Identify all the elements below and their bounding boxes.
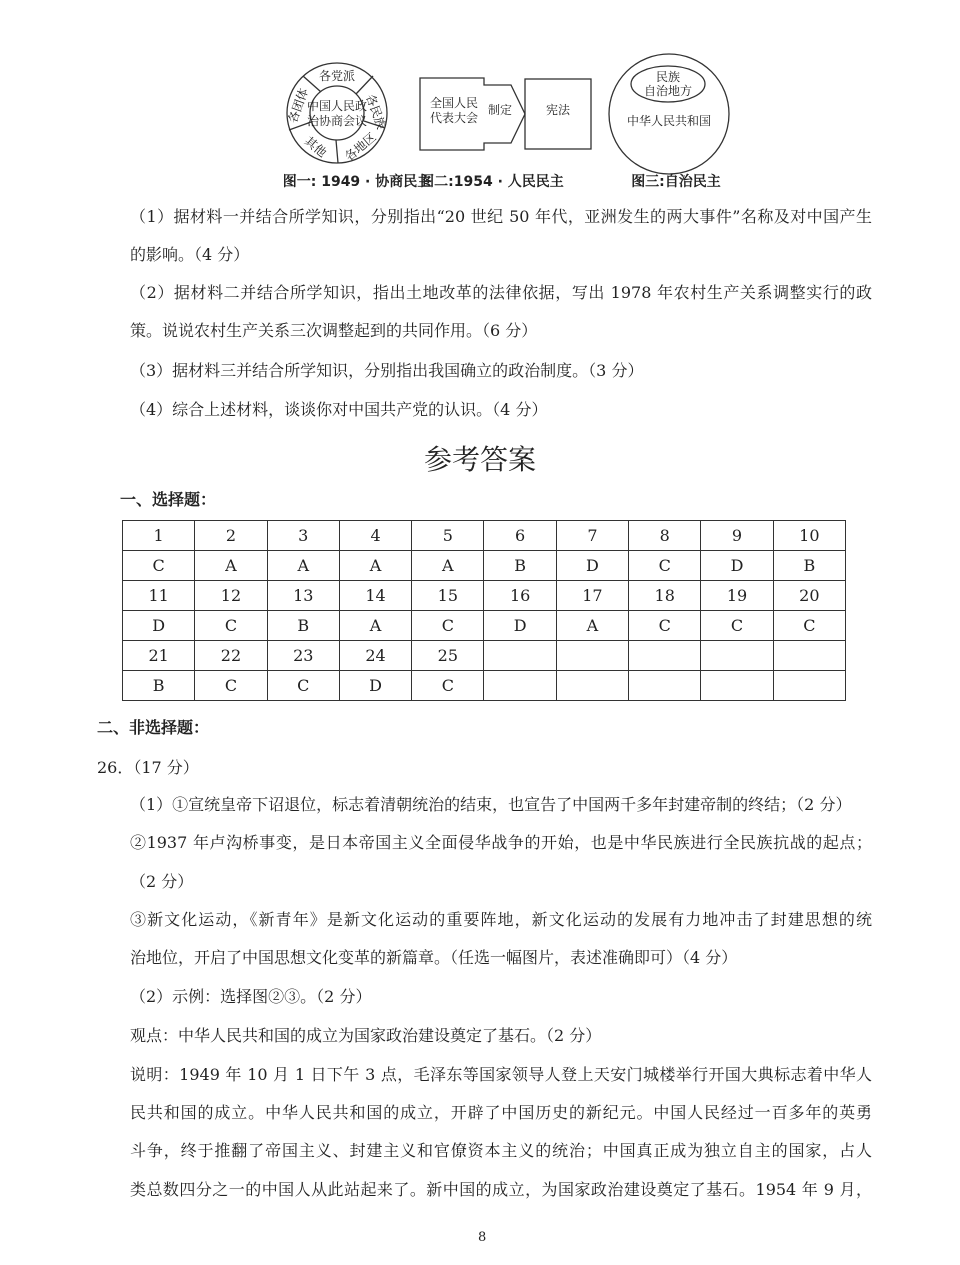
table-cell: B (123, 671, 195, 701)
table-cell: 8 (629, 521, 701, 551)
section-heading: 一、选择题： (120, 490, 217, 509)
table-row (123, 551, 846, 581)
table-cell (701, 671, 773, 701)
answer-title: 参考答案 (423, 443, 536, 476)
table-cell: A (339, 551, 411, 581)
answer-line: 治地位，开启了中国思想文化变革的新篇章。（任选一幅图片，表述准确即可）（4 分） (130, 948, 738, 967)
table-cell: 2 (195, 521, 267, 551)
answer-line: 观点：中华人民共和国的成立为国家政治建设奠定了基石。（2 分） (130, 1026, 602, 1045)
table-cell (701, 641, 773, 671)
table-cell: C (629, 551, 701, 581)
table-cell: D (701, 551, 773, 581)
fig2-npc: 全国人民代表大会 (429, 96, 479, 125)
table-cell: 12 (195, 581, 267, 611)
answer-line: 类总数四分之一的中国人从此站起来了。新中国的成立，为国家政治建设奠定了基石。1954 年 9 月， (130, 1180, 872, 1199)
table-cell: 10 (773, 521, 845, 551)
table-row (123, 641, 846, 671)
table-cell: A (267, 551, 339, 581)
table-cell: C (412, 611, 484, 641)
answer-line: 说明：1949 年 10 月 1 日下午 3 点，毛泽东等国家领导人登上天安门城楼举行开国大典标志着中华人 (130, 1065, 872, 1084)
table-cell: D (556, 551, 628, 581)
table-cell: C (195, 611, 267, 641)
table-cell: 23 (267, 641, 339, 671)
question-line: （4）综合上述材料，谈谈你对中国共产党的认识。（4 分） (130, 400, 548, 419)
table-cell (629, 641, 701, 671)
table-cell: C (629, 611, 701, 641)
fig3-outer: 中华人民共和国 (626, 114, 712, 128)
table-cell: D (123, 611, 195, 641)
table-cell: B (484, 551, 556, 581)
fig1-segment: 各民族 (363, 92, 389, 131)
fig1-caption: 图一: 1949 · 协商民主 (282, 174, 432, 190)
table-row (123, 671, 846, 701)
table-cell (629, 671, 701, 701)
answer-line: ②1937 年卢沟桥事变，是日本帝国主义全面侵华战争的开始，也是中华民族进行全民族抗战的起点； (130, 833, 872, 852)
table-cell: C (267, 671, 339, 701)
table-cell (556, 641, 628, 671)
table-cell: 9 (701, 521, 773, 551)
table-cell (773, 641, 845, 671)
fig3-inner: 民族自治地方 (643, 70, 693, 98)
table-cell: C (195, 671, 267, 701)
table-cell: 18 (629, 581, 701, 611)
diagram-figures (0, 0, 960, 200)
table-cell: 5 (412, 521, 484, 551)
table-cell: 22 (195, 641, 267, 671)
table-cell (773, 671, 845, 701)
table-cell: C (701, 611, 773, 641)
table-cell: 25 (412, 641, 484, 671)
fig2-constitution: 宪法 (545, 103, 571, 117)
fig3-caption: 图三:自治民主 (631, 174, 721, 190)
table-row (123, 521, 846, 551)
table-cell: D (484, 611, 556, 641)
table-cell: 6 (484, 521, 556, 551)
answer-line: 斗争，终于推翻了帝国主义、封建主义和官僚资本主义的统治；中国真正成为独立自主的国家，占人 (130, 1141, 872, 1160)
table-cell: 16 (484, 581, 556, 611)
section-heading: 二、非选择题： (97, 718, 210, 737)
table-cell (556, 671, 628, 701)
table-cell: C (773, 611, 845, 641)
table-cell: B (773, 551, 845, 581)
question-line: 策。说说农村生产关系三次调整起到的共同作用。（6 分） (130, 321, 538, 340)
question-number: 26．（17 分） (97, 758, 199, 777)
fig1-segment: 各党派 (318, 69, 356, 83)
table-cell: C (412, 671, 484, 701)
answer-line: 民共和国的成立。中华人民共和国的成立，开辟了中国历史的新纪元。中国人民经过一百多年的英勇 (130, 1103, 872, 1122)
table-cell: A (556, 611, 628, 641)
table-cell: 11 (123, 581, 195, 611)
table-cell: 4 (339, 521, 411, 551)
fig2-caption: 图二:1954 · 人民民主 (420, 174, 564, 190)
table-cell: 3 (267, 521, 339, 551)
table-cell: D (339, 671, 411, 701)
table-cell: 14 (339, 581, 411, 611)
table-cell: 19 (701, 581, 773, 611)
table-cell: A (412, 551, 484, 581)
answer-line: （2 分） (130, 872, 194, 891)
table-row (123, 581, 846, 611)
table-cell: A (195, 551, 267, 581)
fig1-segment: 其他 (301, 133, 330, 161)
answer-line: （2）示例：选择图②③。（2 分） (130, 987, 372, 1006)
fig2-arrow-label: 制定 (487, 103, 513, 117)
fig1-segment: 各团体 (285, 86, 311, 125)
table-cell: C (123, 551, 195, 581)
question-line: 的影响。（4 分） (130, 245, 250, 264)
question-line: （2）据材料二并结合所学知识，指出土地改革的法律依据，写出 1978 年农村生产关系调整实行的政 (130, 283, 872, 302)
table-cell: 7 (556, 521, 628, 551)
table-cell: 21 (123, 641, 195, 671)
answer-line: （1）①宣统皇帝下诏退位，标志着清朝统治的结束，也宣告了中国两千多年封建帝制的终结；（2 分） (130, 795, 852, 814)
table-cell: 13 (267, 581, 339, 611)
answer-table (122, 520, 846, 701)
table-cell: A (339, 611, 411, 641)
table-cell: 15 (412, 581, 484, 611)
table-cell: B (267, 611, 339, 641)
answer-line: ③新文化运动，《新青年》是新文化运动的重要阵地，新文化运动的发展有力地冲击了封建思想的统 (130, 910, 872, 929)
table-cell: 1 (123, 521, 195, 551)
fig1-center: 中国人民政治协商会议 (306, 99, 368, 128)
table-cell: 17 (556, 581, 628, 611)
table-cell (484, 671, 556, 701)
table-cell: 24 (339, 641, 411, 671)
table-cell: 20 (773, 581, 845, 611)
fig1-segment: 各地区 (342, 129, 379, 164)
page-number: 8 (478, 1230, 487, 1245)
question-line: （3）据材料三并结合所学知识，分别指出我国确立的政治制度。（3 分） (130, 361, 644, 380)
table-cell (484, 641, 556, 671)
table-row (123, 611, 846, 641)
question-line: （1）据材料一并结合所学知识，分别指出“20 世纪 50 年代，亚洲发生的两大事件”名称及对中国产生 (130, 207, 872, 226)
